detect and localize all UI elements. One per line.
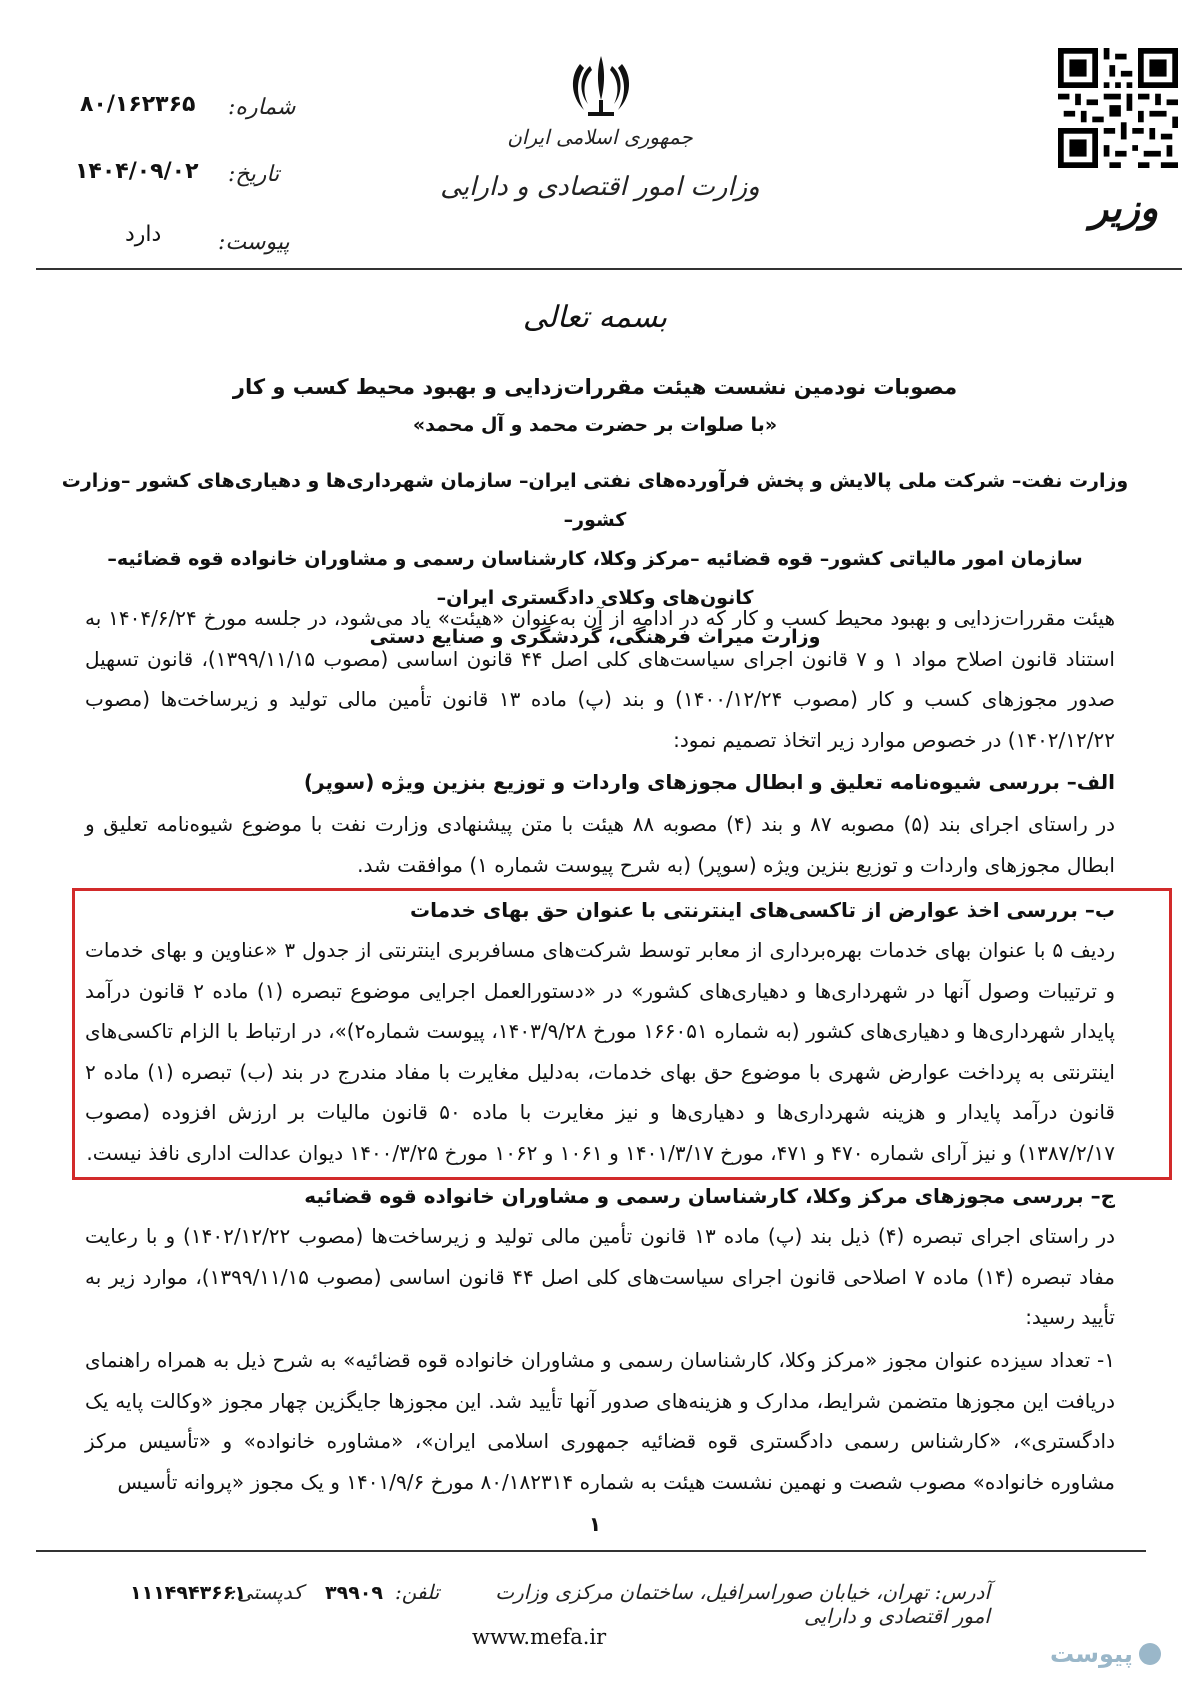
watermark-text: پیوست [1050, 1640, 1133, 1668]
recipient-line: سازمان امور مالیاتی کشور– قوه قضائیه –مرکز وکلا، کارشناسان رسمی و مشاوران خانواده قوه قضائیه– کانون‌های وکلای دادگستری ایران– [107, 548, 1083, 609]
date-label: تاریخ: [228, 162, 280, 187]
section-be-body: ردیف ۵ با عنوان بهای خدمات بهره‌برداری از معابر توسط شرکت‌های مسافربری اینترنتی از جدول ۳ «عناوین و بهای خدمات و ترتیبات وصول آنها در شهرداری‌ها و دهیاری‌های کشور» در «دستورالعمل اجرایی موضوع تبصره (۱) ماده ۲ قانون درآمد پایدار شهرداری‌ها و دهیاری‌های کشور (به شماره ۱۶۶۰۵۱ مورخ ۱۴۰۳/۹/۲۸، پیوست شماره۲)»، در ارتباط با الزام تاکسی‌های اینترنتی به پرداخت عوارض شهری با موضوع حق بهای خدمات، به‌دلیل مغایرت با مفاد مندرج در بند (ب) تبصره (۱) ماده ۲ قانون درآمد پایدار و هزینه شهرداری‌ها و دهیاری‌ها و نیز مغایرت با ماده ۵۰ قانون مالیات بر ارزش افزوده (مصوب ۱۳۸۷/۲/۱۷) و نیز آرای شماره ۴۷۰ و ۴۷۱، مورخ ۱۴۰۱/۳/۱۷ و ۱۰۶۱ و ۱۰۶۲ مورخ ۱۴۰۰/۳/۲۵ دیوان عدالت اداری نافذ نیست. [85, 938, 1116, 1165]
attachment-label: پیوست: [218, 230, 290, 255]
ministry-title: وزارت امور اقتصادی و دارایی [440, 172, 760, 202]
footer-divider [36, 1550, 1146, 1552]
salawat: «با صلوات بر حضرت محمد و آل محمد» [412, 414, 778, 436]
attachment-value: دارد [125, 222, 162, 247]
footer-phone-label: تلفن: [395, 1580, 440, 1604]
number-value: ۸۰/۱۶۲۳۶۵ [80, 92, 196, 117]
section-alef-body: در راستای اجرای بند (۵) مصوبه ۸۷ و بند (۴) مصوبه ۸۸ هیئت با متن پیشنهادی وزارت نفت با موضوع شیوه‌نامه تعلیق و ابطال مجوزهای واردات و توزیع بنزین ویژه (سوپر) (به شرح پیوست شماره ۱) موافقت شد. [85, 812, 1116, 877]
document-title: مصوبات نودمین نشست هیئت مقررات‌زدایی و بهبود محیط کسب و کار [232, 375, 958, 399]
footer-website: www.mefa.ir [472, 1625, 607, 1649]
section-jim-body: در راستای اجرای تبصره (۴) ذیل بند (پ) ماده ۱۳ قانون تأمین مالی تولید و زیرساخت‌ها (مصوب ۱۴۰۲/۱۲/۲۲) و با رعایت مفاد تبصره (۱۴) ماده ۷ اصلاحی قانون اجرای سیاست‌های کلی اصل ۴۴ قانون اساسی (مصوب ۱۳۹۹/۱۱/۱۵)، موارد زیر به تأیید رسید: [85, 1224, 1116, 1329]
watermark-logo [1050, 1640, 1161, 1668]
footer-phone-value: ۳۹۹۰۹ [325, 1582, 383, 1604]
section-alef-title: الف– بررسی شیوه‌نامه تعلیق و ابطال مجوزهای واردات و توزیع بنزین ویژه (سوپر) [303, 770, 1115, 794]
header-divider [36, 268, 1182, 270]
basmala: بسمه تعالی [522, 300, 668, 335]
number-label: شماره: [228, 95, 296, 120]
recipient-line: وزارت میراث فرهنگی، گردشگری و صنایع دستی [369, 626, 821, 648]
section-be-title: ب– بررسی اخذ عوارض از تاکسی‌های اینترنتی با عنوان حق بهای خدمات [410, 898, 1115, 922]
republic-title: جمهوری اسلامی ایران [507, 125, 693, 149]
footer-postal-label: کدپستی: [230, 1580, 303, 1604]
recipient-line: وزارت نفت– شرکت ملی پالایش و پخش فرآورده‌های نفتی ایران– سازمان شهرداری‌ها و دهیاری‌های کشور –وزارت کشور– [61, 470, 1129, 531]
section-jim-title: ج– بررسی مجوزهای مرکز وکلا، کارشناسان رسمی و مشاوران خانواده قوه قضائیه [304, 1184, 1115, 1208]
iran-emblem-icon [568, 52, 634, 120]
intro-paragraph: هیئت مقررات‌زدایی و بهبود محیط کسب و کار که در ادامه از آن به‌عنوان «هیئت» یاد می‌شود، در جلسه مورخ ۱۴۰۴/۶/۲۴ به استناد قانون اصلاح مواد ۱ و ۷ قانون اجرای سیاست‌های کلی اصل ۴۴ قانون اساسی (مصوب ۱۳۹۹/۱۱/۱۵)، قانون تسهیل صدور مجوزهای کسب و کار (مصوب ۱۴۰۰/۱۲/۲۴) و بند (پ) ماده ۱۳ قانون تأمین مالی تولید و زیرساخت‌ها (مصوب ۱۴۰۲/۱۲/۲۲) در خصوص موارد زیر اتخاذ تصمیم نمود: [85, 606, 1115, 752]
date-value: ۱۴۰۴/۰۹/۰۲ [75, 159, 199, 184]
qr-code-icon [1058, 48, 1178, 168]
minister-title: وزیر [1090, 185, 1159, 230]
page-number: ۱ [588, 1512, 602, 1536]
watermark-icon [1139, 1643, 1161, 1665]
item-1-paragraph: ۱- تعداد سیزده عنوان مجوز «مرکز وکلا، کارشناسان رسمی و مشاوران خانواده قوه قضائیه» به شرح ذیل به همراه راهنمای دریافت این مجوزها متضمن شرایط، مدارک و هزینه‌های صدور آنها تأیید شد. این مجوزها جایگزین چهار مجوز «وکالت پایه یک دادگستری»، «کارشناس رسمی دادگستری قوه قضائیه جمهوری اسلامی ایران»، «مشاوره خانواده» و «تأسیس مرکز مشاوره خانواده» مصوب شصت و نهمین نشست هیئت به شماره ۸۰/۱۸۲۳۱۴ مورخ ۱۴۰۱/۹/۶ و یک مجوز «پروانه تأسیس [85, 1348, 1115, 1494]
footer-address: آدرس: تهران، خیابان صوراسرافیل، ساختمان مرکزی وزارت امور اقتصادی و دارایی [495, 1580, 990, 1628]
footer-postal-value: ۱۱۱۴۹۴۳۶۶۱ [130, 1582, 246, 1604]
